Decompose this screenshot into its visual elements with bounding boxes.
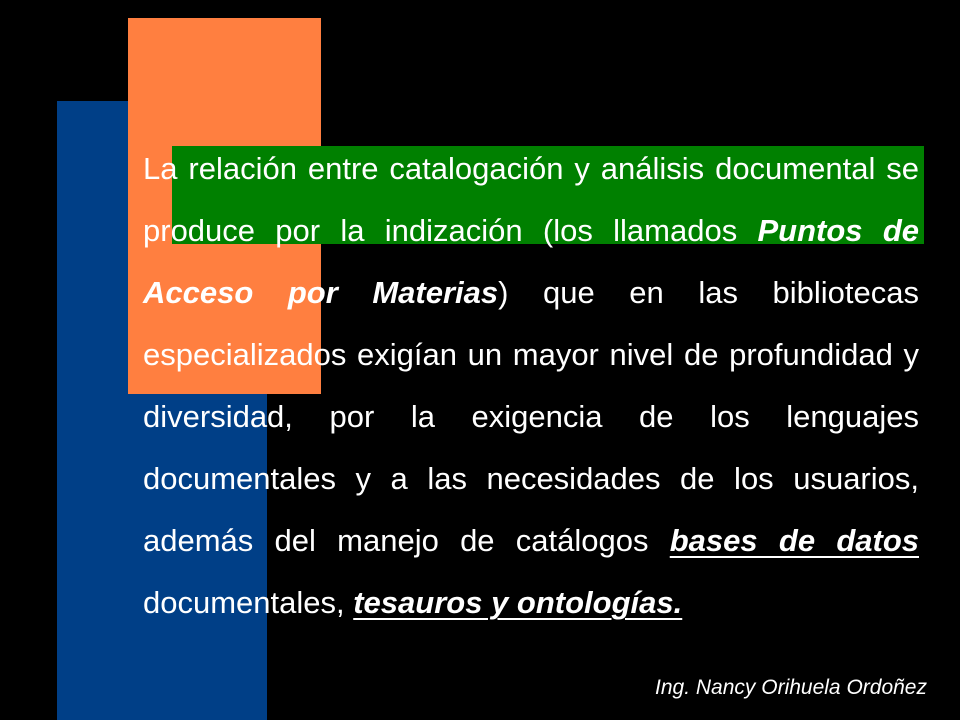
author-credit: Ing. Nancy Orihuela Ordoñez <box>655 676 927 699</box>
paragraph-text-3: documentales, <box>143 585 354 620</box>
paragraph-text-1: La relación entre catalogación y análisis documental se produce por la indización (los llamados <box>143 151 919 248</box>
link-bases-de-datos[interactable]: bases de datos <box>669 523 919 558</box>
link-tesauros-ontologias[interactable]: tesauros y ontologías. <box>353 585 683 620</box>
slide-body-paragraph <box>143 138 919 634</box>
emphasis-puntos-de-acceso: Puntos de Acceso por Materias <box>143 213 920 310</box>
paragraph-text-2: ) que en las bibliotecas especializados exigían un mayor nivel de profundidad y diversidad, por la exigencia de los lenguajes documentales y a las necesidades de los usuarios, además del manejo de catálogos <box>143 275 919 558</box>
